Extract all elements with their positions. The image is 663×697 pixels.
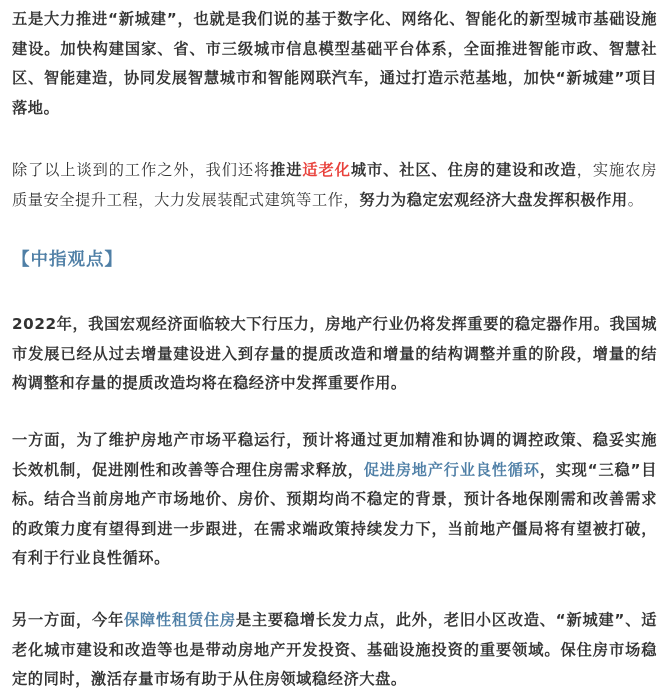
text-span: ，也就是我们说的基于 xyxy=(177,10,338,28)
paragraph-new-city-construction xyxy=(12,5,657,123)
text-span: 的新型城市基础设施建设。加快构建国家、省、市三级城市信息模型基础平台体系，全面推进智能市政、智慧社区、智能建造，协同发展智慧城市和智能网联汽车，通过打造示范基地，加快“新城建”项目落地。 xyxy=(12,10,657,117)
paragraph-on-one-hand xyxy=(12,426,657,574)
bold-phrase: 推进 xyxy=(270,161,303,179)
bold-phrase: 数字化、网络化、智能化 xyxy=(337,10,514,28)
paragraph-other-work xyxy=(12,156,657,215)
bold-phrase: 五是大力推进“新城建” xyxy=(12,10,178,28)
text-span: ，实现“三稳”目标。结合当前房地产市场地价、房价、预期均尚不稳定的背景，预计各地保刚需和改善需求的政策力度有望得到进一步跟进，在需求端政策持续发力下，当前地产僵局将有望被打破，有利于行业良性循环。 xyxy=(12,460,658,567)
bold-phrase: 努力为稳定宏观经济大盘发挥积极作用 xyxy=(359,190,628,209)
highlight-aging-friendly: 适老化 xyxy=(302,161,351,179)
text-span: 另一方面，今年 xyxy=(12,611,124,629)
paragraph-macro-outlook: 2022年，我国宏观经济面临较大下行压力，房地产行业仍将发挥重要的稳定器作用。我国城市发展已经从过去增量建设进入到存量的提质改造和增量的结构调整并重的阶段，增量的结构调整和存量的提质改造均将在稳经济中发挥重要作用。 xyxy=(12,315,657,392)
bold-phrase: 城市、社区、住房的建设和改造 xyxy=(350,161,577,179)
highlight-affordable-rental: 保障性租赁住房 xyxy=(123,611,236,629)
paragraph-on-other-hand xyxy=(12,606,657,695)
text-span: 是主要稳增长发力点，此外，老旧小区改造、“新城建”、适老化城市建设和改造等也是带动房地产开发投资、基础设施投资的重要领域。保住房市场稳定的同时，激活存量市场有助于从住房领域稳经济大盘。 xyxy=(12,611,657,688)
section-heading: 【中指观点】 xyxy=(12,250,123,270)
text-span: ，实施农房质量安全提升工程，大力发展装配式建筑等工作， xyxy=(12,161,658,209)
highlight-virtuous-cycle: 促进房地产行业良性循环 xyxy=(363,460,540,479)
text-span: 。 xyxy=(627,190,644,209)
text-span: 除了以上谈到的工作之外，我们还将 xyxy=(12,161,271,179)
text-span: 一方面，为了维护房地产市场平稳运行，预计将通过更加精准和协调的调控政策、稳妥实施长效机制，促进刚性和改善等合理住房需求释放， xyxy=(12,431,657,479)
